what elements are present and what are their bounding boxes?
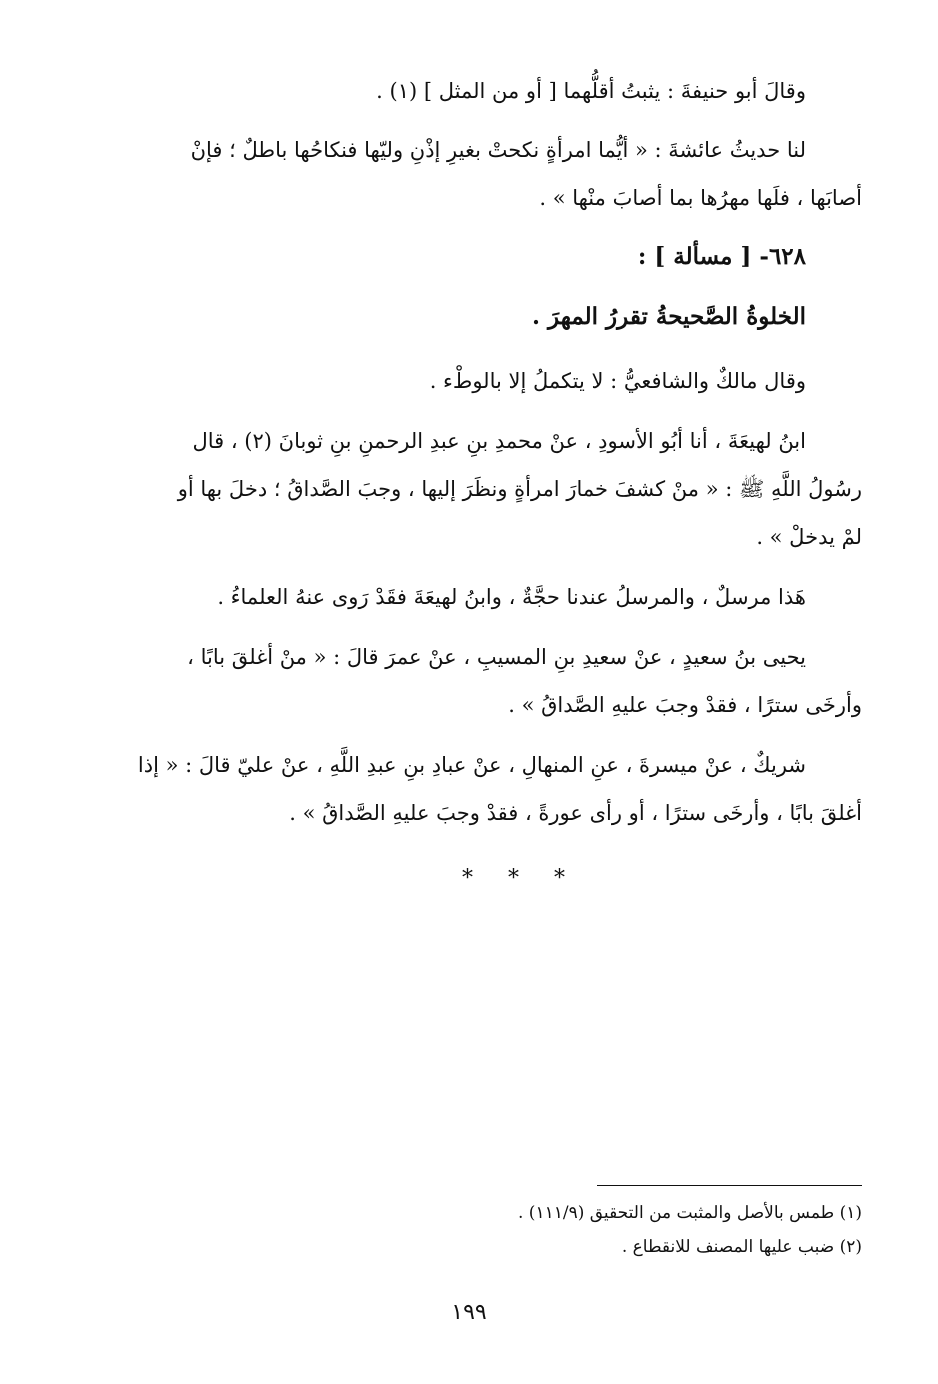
issue-heading: ٦٢٨- [ مسألة ] : (637, 243, 806, 270)
text-line-8: رسُولُ اللَّهِ ﷺ : « منْ كشفَ خمارَ امرأةٍ ونظَرَ إليها ، وجبَ الصَّداقُ ؛ دخلَ بها أو (177, 477, 862, 501)
text-line-7: ابنُ لهيعَةَ ، أنا أبُو الأسودِ ، عنْ محمدِ بنِ عبدِ الرحمنِ بنِ ثوبانَ (٢) ، قال (192, 429, 806, 453)
text-line-2: لنا حديثُ عائشةَ : « أيُّما امرأةٍ نكحتْ بغيرِ إذْنِ وليّها فنكاحُها باطلٌ ؛ فإنْ (190, 138, 806, 162)
page-number: ١٩٩ (451, 1300, 487, 1325)
footnote-1: (١) طمس بالأصل والمثبت من التحقيق (١١١/٩) . (518, 1203, 862, 1223)
text-line-1: وقالَ أبو حنيفةَ : يثبتُ أقلُّهما [ أو من المثل ] (١) . (376, 79, 806, 103)
text-line-13: شريكٌ ، عنْ ميسرةَ ، عنِ المنهالِ ، عنْ عبادِ بنِ عبدِ اللَّهِ ، عنْ عليّ قالَ : « إذا (137, 753, 806, 777)
text-line-14: أغلقَ بابًا ، وأرخَى سترًا ، أو رأى عورةً ، فقدْ وجبَ عليهِ الصَّداقُ » . (289, 801, 862, 825)
footnote-rule (597, 1185, 862, 1186)
footnote-2: (٢) ضبب عليها المصنف للانقطاع . (621, 1237, 862, 1257)
section-separator: * * * (462, 866, 579, 891)
text-line-11: يحيى بنُ سعيدٍ ، عنْ سعيدِ بنِ المسيبِ ، عنْ عمرَ قالَ : « منْ أغلقَ بابًا ، (187, 645, 806, 669)
text-line-12: وأرخَى سترًا ، فقدْ وجبَ عليهِ الصَّداقُ » . (508, 693, 862, 717)
text-line-10: هَذا مرسلٌ ، والمرسلُ عندنا حجَّةٌ ، وابنُ لهيعَةَ فقَدْ رَوى عنهُ العلماءُ . (217, 585, 806, 609)
issue-statement: الخلوةُ الصَّحيحةُ تقررُ المهرَ . (532, 303, 806, 330)
text-line-6: وقال مالكٌ والشافعيُّ : لا يتكملُ إلا بالوطْء . (429, 369, 806, 393)
text-line-3: أصابَها ، فلَها مهرُها بما أصابَ منْها » . (539, 186, 862, 210)
text-line-9: لمْ يدخلْ » . (756, 525, 862, 549)
